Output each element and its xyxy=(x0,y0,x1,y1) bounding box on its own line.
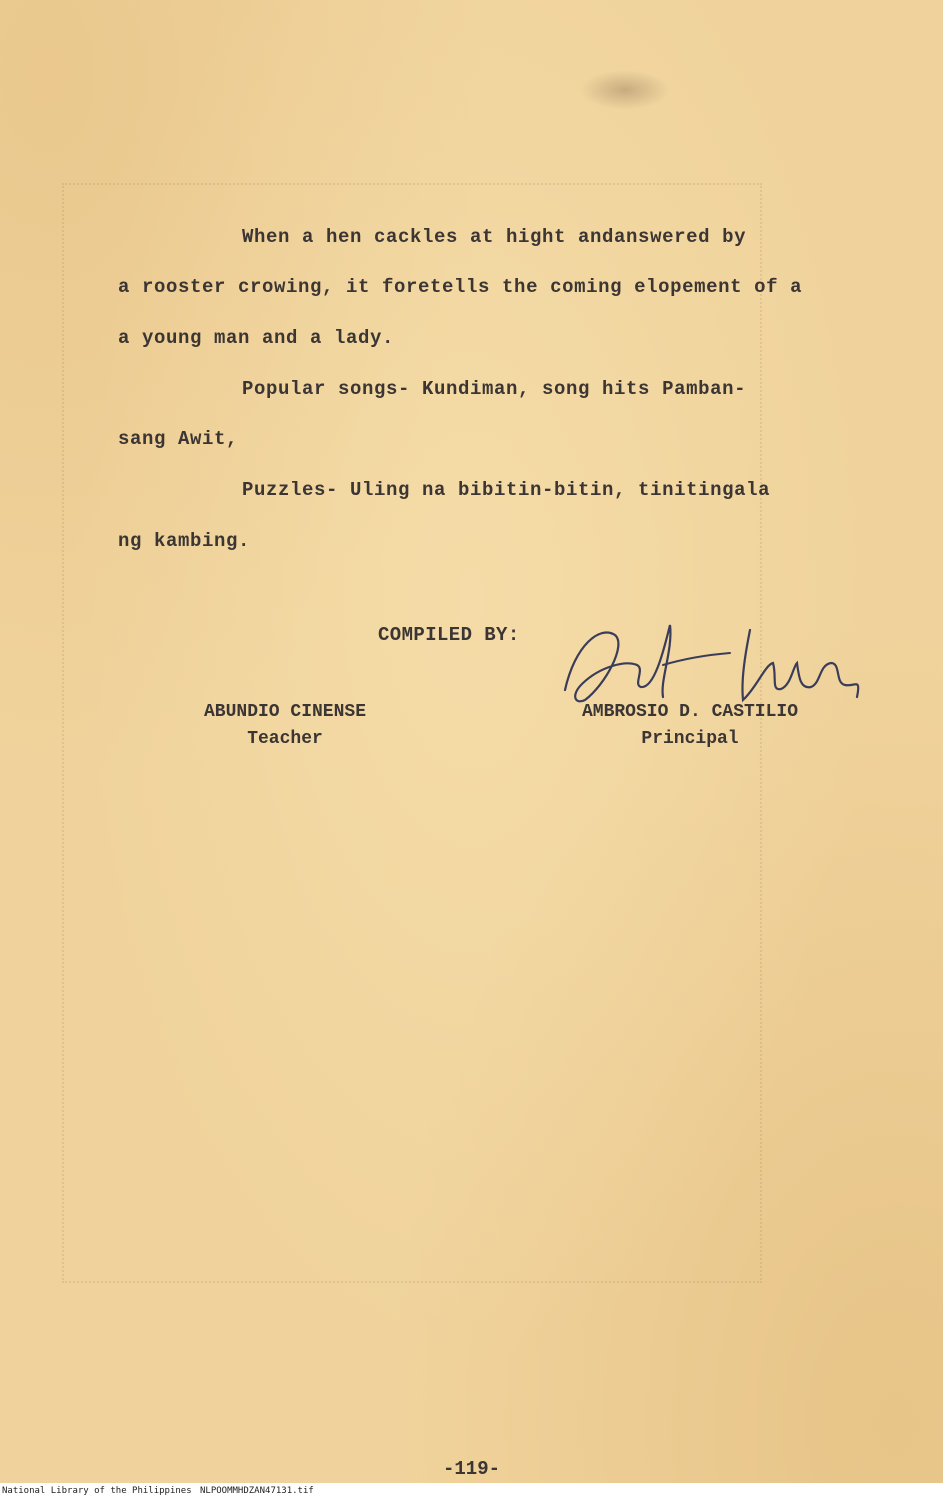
footer-library: National Library of the Philippines xyxy=(2,1486,192,1496)
principal-name: AMBROSIO D. CASTILIO xyxy=(581,702,799,722)
signatory-teacher xyxy=(180,699,390,753)
body-line-3: a young man and a lady. xyxy=(118,327,395,349)
page-number: -119- xyxy=(442,1458,500,1480)
footer-filename: NLPOOMMHDZAN47131.tif xyxy=(200,1486,314,1496)
signatory-principal xyxy=(555,699,825,753)
body-line-6: Puzzles- Uling na bibitin-bitin, tinitingala xyxy=(242,479,771,501)
compiled-by-label: COMPILED BY: xyxy=(378,624,520,646)
body-line-2: a rooster crowing, it foretells the coming elopement of a xyxy=(118,276,803,298)
teacher-name: ABUNDIO CINENSE xyxy=(203,702,367,722)
stain-mark xyxy=(580,70,670,110)
body-line-1: When a hen cackles at hight andanswered by xyxy=(242,226,747,248)
teacher-title: Teacher xyxy=(247,729,323,749)
body-line-7: ng kambing. xyxy=(118,530,251,552)
body-line-4: Popular songs- Kundiman, song hits Pamban- xyxy=(242,378,747,400)
scan-footer xyxy=(0,1483,943,1500)
principal-title: Principal xyxy=(641,729,739,749)
body-line-5: sang Awit, xyxy=(118,428,239,450)
